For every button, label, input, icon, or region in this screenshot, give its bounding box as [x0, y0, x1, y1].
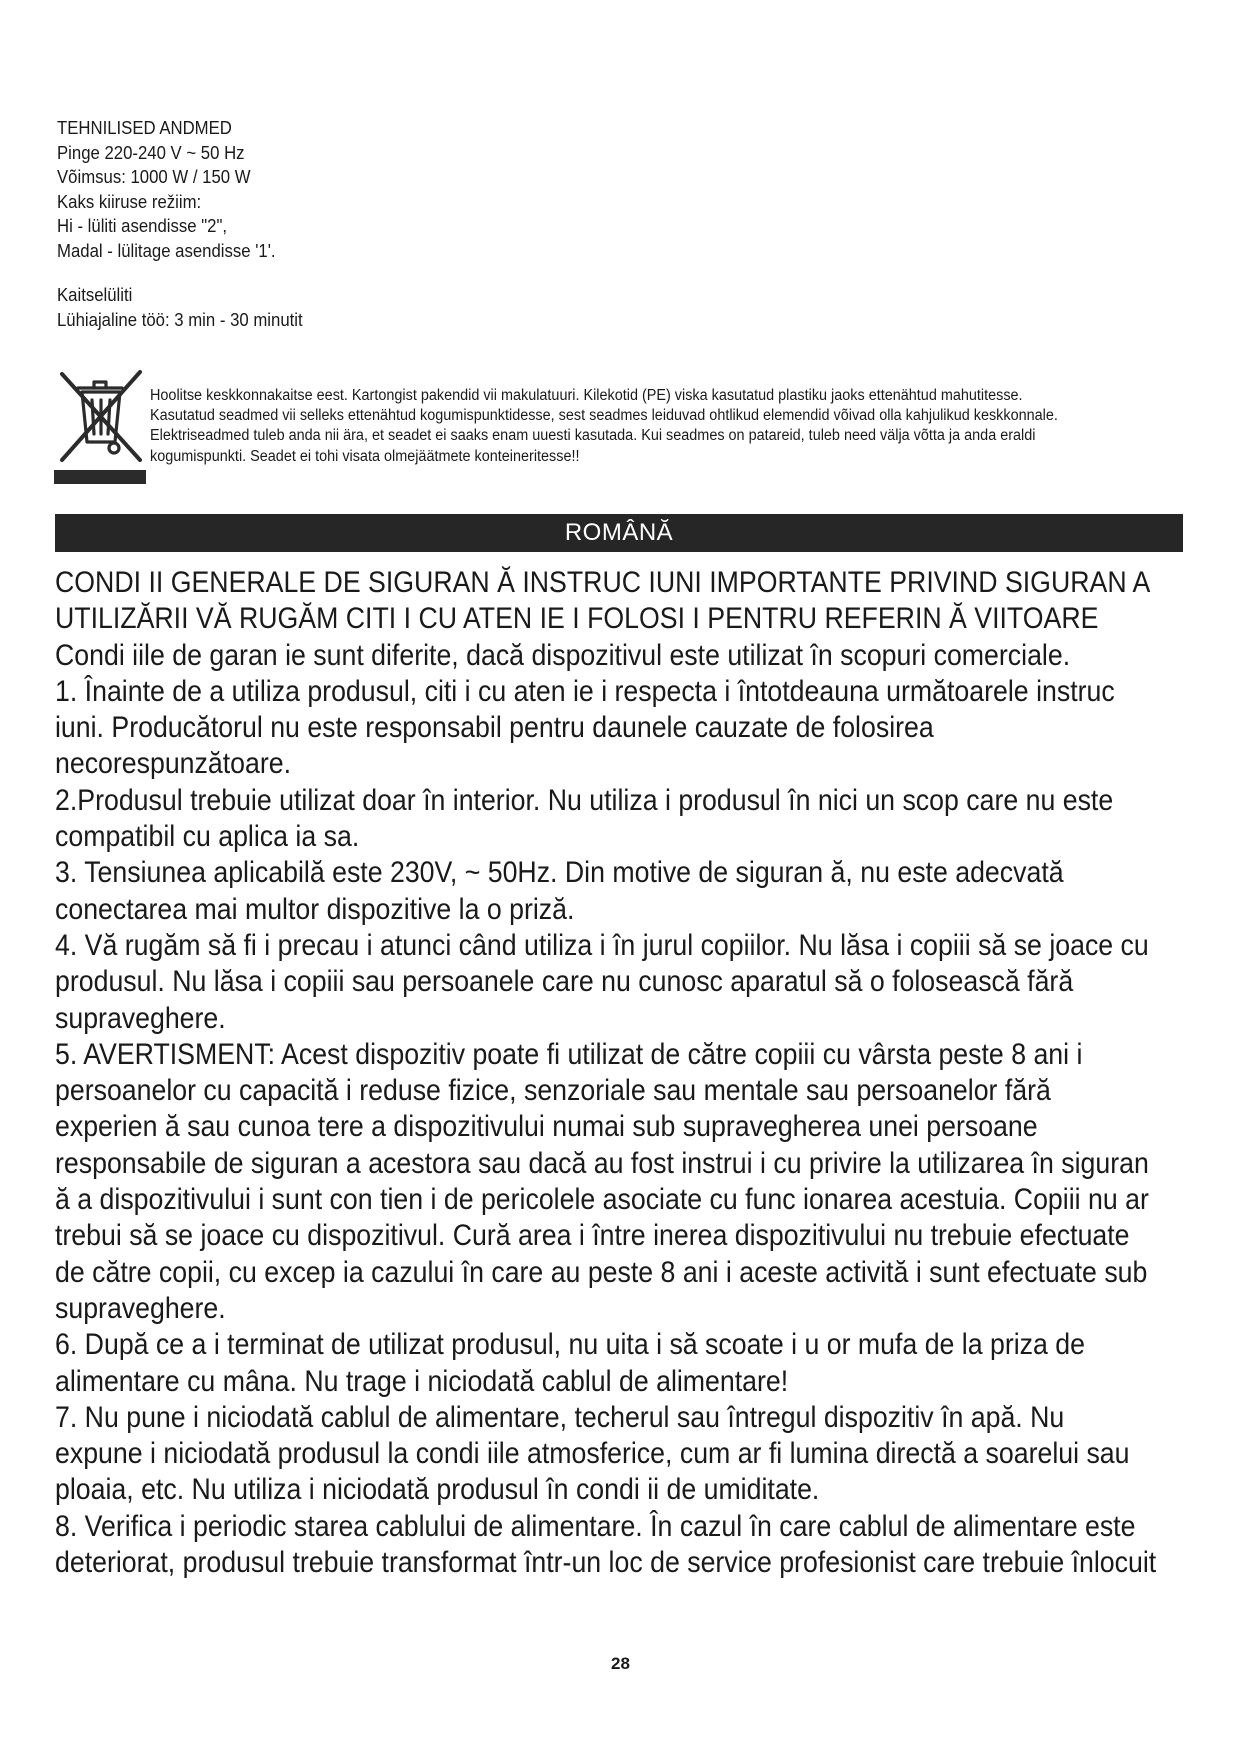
safety-switch-label: Kaitselüliti [57, 285, 133, 305]
instruction-line: supraveghere. [55, 1291, 226, 1325]
instruction-line: produsul. Nu lăsa i copiii sau persoanele care nu cunosc aparatul să o folosească fără [55, 965, 1074, 999]
instruction-line: persoanelor cu capacită i reduse fizice, senzoriale sau mentale sau persoanelor fără [55, 1074, 1051, 1108]
instruction-line: 5. AVERTISMENT: Acest dispozitiv poate fi utilizat de către copiii cu vârsta peste 8 ani i [55, 1037, 1083, 1071]
technical-data [57, 116, 615, 332]
spec-line: Kaks kiiruse režiim: [57, 191, 202, 212]
language-section-header: ROMÂNĂ [55, 514, 1183, 552]
instruction-line: 7. Nu pune i niciodată cablul de alimentare, techerul sau întregul dispozitiv în apă. Nu [55, 1400, 1065, 1434]
spec-line: Hi - lüliti asendisse "2", [57, 216, 228, 236]
instruction-line: 4. Vă rugăm să fi i precau i atunci când utiliza i în jurul copiilor. Nu lăsa i copiii să se joace cu [55, 928, 1149, 962]
instruction-line: CONDI II GENERALE DE SIGURAN Ă INSTRUC IUNI IMPORTANTE PRIVIND SIGURAN A [55, 566, 1151, 599]
instruction-line: 2.Produsul trebuie utilizat doar în interior. Nu utiliza i produsul în nici un scop care nu este [55, 783, 1114, 817]
instruction-line: 3. Tensiunea aplicabilă este 230V, ~ 50Hz. Din motive de siguran ă, nu este adecvată [55, 856, 1064, 890]
instruction-line: necorespunzătoare. [55, 747, 292, 781]
instruction-line: expune i niciodată produsul la condi iile atmosferice, cum ar fi lumina directă a soarelui sau [55, 1437, 1130, 1471]
spec-line: Võimsus: 1000 W / 150 W [57, 167, 251, 187]
instruction-line: Condi iile de garan ie sunt diferite, dacă dispozitivul este utilizat în scopuri comerciale. [55, 638, 1071, 672]
instruction-line: UTILIZĂRII VĂ RUGĂM CITI I CU ATEN IE I FOLOSI I PENTRU REFERIN Ă VIITOARE [55, 602, 1099, 636]
recycling-text [150, 386, 1136, 467]
page-number: 28 [611, 1654, 630, 1673]
short-operation-label: Lühiajaline töö: 3 min - 30 minutit [57, 309, 303, 330]
instruction-line: 1. Înainte de a utiliza produsul, citi i cu aten ie i respecta i întotdeauna următoarele instruc [55, 674, 1115, 708]
instruction-line: iuni. Producătorul nu este responsabil pentru daunele cauzate de folosirea [55, 711, 934, 745]
instruction-line: deteriorat, produsul trebuie transformat într-un loc de service profesionist care trebuie înlocuit [55, 1546, 1157, 1580]
recycling-line: kogumispunkti. Seadet ei tohi visata olmejäätmete konteineritesse!! [150, 447, 580, 465]
romanian-safety-instructions [55, 565, 1157, 1581]
instruction-line: conectarea mai multor dispozitive la o priză. [55, 892, 575, 926]
instruction-line: ă a dispozitivului i sunt con tien i de pericolele asociate cu func ionarea acestuia. Copiii nu ar [55, 1183, 1149, 1217]
spec-line: Madal - lülitage asendisse '1'. [57, 240, 276, 261]
recycling-line: Elektriseadmed tuleb anda nii ära, et seadet ei saaks enam uuesti kasutada. Kui seadmes on patareid, tuleb need välja võtta ja anda eraldi [150, 427, 1036, 445]
instruction-line: trebui să se joace cu dispozitivul. Cură area i între inerea dispozitivului nu trebuie efectuate [55, 1219, 1130, 1253]
instruction-line: de către copii, cu excep ia cazului în care au peste 8 ani i aceste activită i sunt efectuate sub [55, 1255, 1148, 1289]
instruction-line: ploaia, etc. Nu utiliza i niciodată produsul în condi ii de umiditate. [55, 1473, 820, 1507]
instruction-line: 6. După ce a i terminat de utilizat produsul, nu uita i să scoate i u or mufa de la priza de [55, 1328, 1086, 1362]
instruction-line: compatibil cu aplica ia sa. [55, 820, 360, 854]
instruction-line: 8. Verifica i periodic starea cablului de alimentare. În cazul în care cablul de alimentare este [55, 1509, 1136, 1543]
instruction-line: supraveghere. [55, 1001, 226, 1035]
recycling-line: Hoolitse keskkonnakaitse eest. Kartongist pakendid vii makulatuuri. Kilekotid (PE) viska kasutatud plastiku jaoks ettenähtud mahutitesse. [150, 387, 1023, 404]
recycling-notice [54, 366, 1184, 486]
instruction-line: responsabile de siguran a acestora sau dacă au fost instrui i cu privire la utilizarea în siguran [55, 1146, 1149, 1180]
recycling-line: Kasutatud seadmed vii selleks ettenähtud kogumispunktidesse, sest seadmes leiduvad ohtlikud elemendid võivad olla kahjulikud keskkonnale. [150, 407, 1058, 425]
spec-line: Pinge 220-240 V ~ 50 Hz [57, 142, 245, 163]
weee-crossed-bin-icon [54, 366, 146, 484]
instruction-line: experien ă sau cunoa tere a dispozitivului numai sub supravegherea unei persoane [55, 1110, 1038, 1144]
technical-heading: TEHNILISED ANDMED [57, 118, 232, 138]
instruction-line: alimentare cu mâna. Nu trage i niciodată cablul de alimentare! [55, 1364, 789, 1398]
